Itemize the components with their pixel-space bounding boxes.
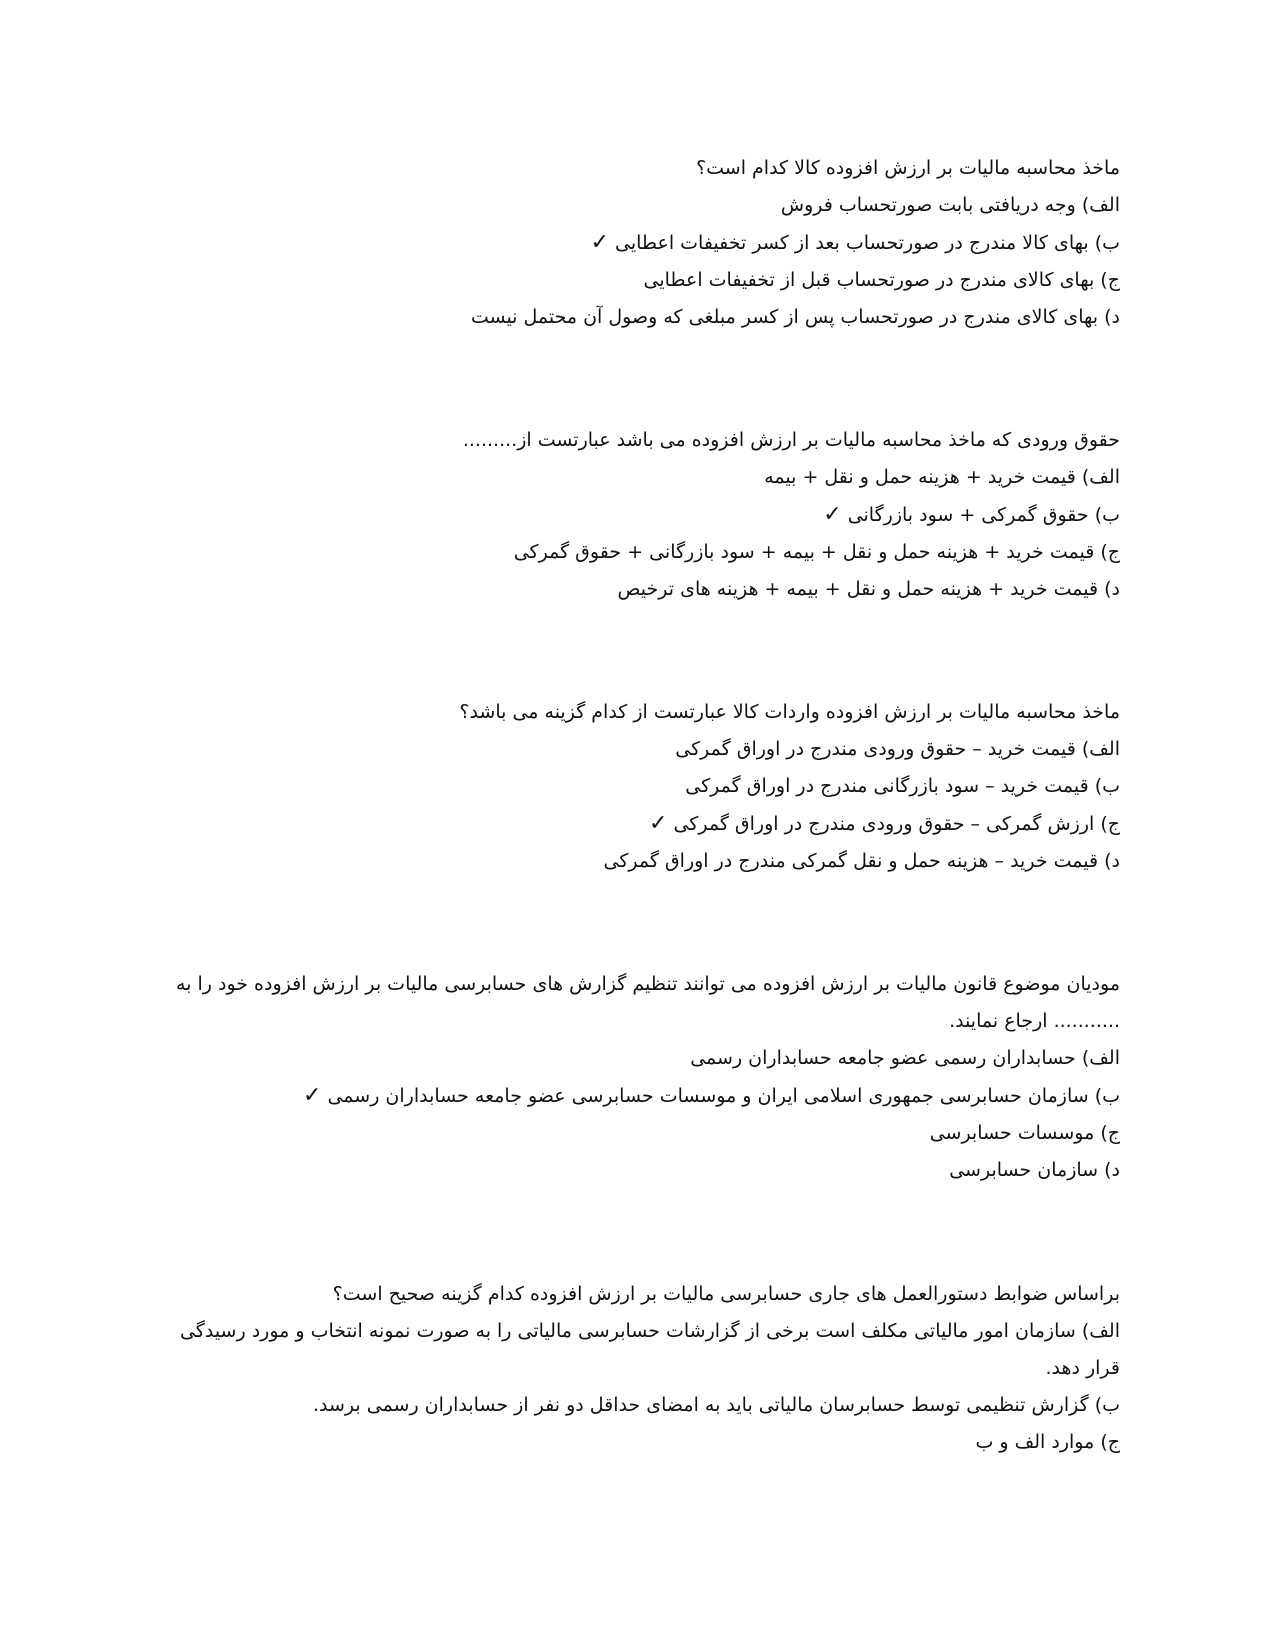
option-text: ج) بهای کالای مندرج در صورتحساب قبل از تخفیفات اعطایی [643,269,1120,291]
option-text: ب) حقوق گمرکی + سود بازرگانی [847,504,1120,526]
question-4 [150,966,1120,1189]
question-1 [150,150,1120,336]
checkmark-icon: ✓ [823,502,842,527]
checkmark-icon: ✓ [303,1083,322,1108]
option-text: ج) موسسات حسابرسی [929,1122,1120,1144]
question-text: حقوق ورودی که ماخذ محاسبه مالیات بر ارزش افزوده می باشد عبارتست از......... [462,429,1120,451]
option-jim [150,805,1120,843]
option-dal [150,571,1120,608]
option-text: الف) قیمت خرید – حقوق ورودی مندرج در اوراق گمرکی [675,738,1120,760]
question-5 [150,1276,1120,1461]
option-dal [150,843,1120,880]
option-text: الف) حسابداران رسمی عضو جامعه حسابداران رسمی [690,1047,1120,1069]
option-text: ب) گزارش تنظیمی توسط حسابرسان مالیاتی باید به امضای حداقل دو نفر از حسابداران رسمی برسد. [312,1394,1120,1416]
option-text: د) قیمت خرید + هزینه حمل و نقل + بیمه + هزینه های ترخیص [617,578,1120,600]
option-text: الف) قیمت خرید + هزینه حمل و نقل + بیمه [764,466,1120,488]
option-text: الف) وجه دریافتی بابت صورتحساب فروش [780,194,1120,216]
option-alef [150,187,1120,224]
document-page [150,150,1120,1600]
option-text: د) سازمان حسابرسی [949,1159,1120,1181]
option-alef [150,459,1120,496]
option-jim [150,534,1120,571]
question-text: مودیان موضوع قانون مالیات بر ارزش افزوده می توانند تنظیم گزارش های حسابرسی مالیات بر ارزش افزوده خود را به ........... ارجاع نمایند. [175,973,1120,1032]
option-jim [150,1424,1120,1461]
checkmark-icon: ✓ [649,811,668,836]
option-be [150,1077,1120,1115]
question-text: ماخذ محاسبه مالیات بر ارزش افزوده واردات کالا عبارتست از کدام گزینه می باشد؟ [459,701,1120,723]
option-text: ب) بهای کالا مندرج در صورتحساب بعد از کسر تخفیفات اعطایی [615,232,1120,254]
option-be [150,224,1120,262]
question-text: براساس ضوابط دستورالعمل های جاری حسابرسی مالیات بر ارزش افزوده کدام گزینه صحیح است؟ [332,1283,1120,1305]
option-text: د) قیمت خرید – هزینه حمل و نقل گمرکی مندرج در اوراق گمرکی [603,850,1120,872]
option-dal [150,1152,1120,1189]
option-text: ج) قیمت خرید + هزینه حمل و نقل + بیمه + سود بازرگانی + حقوق گمرکی [513,541,1120,563]
option-text: ج) موارد الف و ب [975,1431,1120,1453]
option-alef [150,731,1120,768]
option-text: ب) قیمت خرید – سود بازرگانی مندرج در اوراق گمرکی [685,775,1120,797]
checkmark-icon: ✓ [590,230,609,255]
option-be [150,496,1120,534]
option-alef [150,1313,1120,1387]
option-text: ب) سازمان حسابرسی جمهوری اسلامی ایران و موسسات حسابرسی عضو جامعه حسابداران رسمی [327,1085,1120,1107]
question-3 [150,694,1120,880]
question-2 [150,422,1120,608]
option-alef [150,1040,1120,1077]
option-jim [150,1115,1120,1152]
option-be [150,768,1120,805]
option-text: د) بهای کالای مندرج در صورتحساب پس از کسر مبلغی که وصول آن محتمل نیست [470,306,1120,328]
option-be [150,1387,1120,1424]
option-text: الف) سازمان امور مالیاتی مکلف است برخی از گزارشات حسابرسی مالیاتی را به صورت نمونه انتخاب و مورد رسیدگی قرار دهد. [179,1320,1120,1379]
option-dal [150,299,1120,336]
option-text: ج) ارزش گمرکی – حقوق ورودی مندرج در اوراق گمرکی [673,813,1120,835]
option-jim [150,262,1120,299]
question-text: ماخذ محاسبه مالیات بر ارزش افزوده کالا کدام است؟ [696,157,1120,179]
